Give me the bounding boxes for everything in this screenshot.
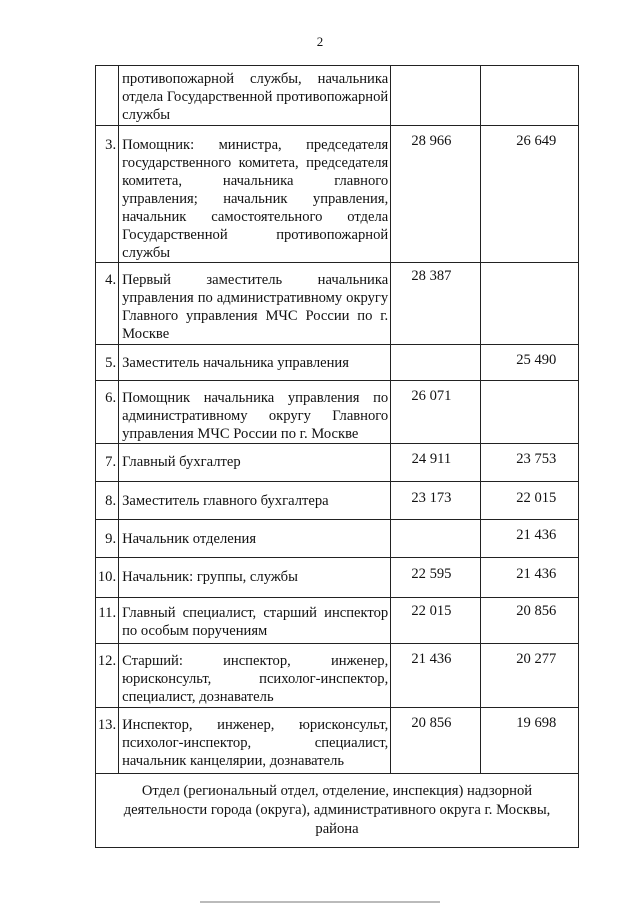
position-name: Заместитель начальника управления (119, 345, 391, 381)
scan-edge-divider (200, 901, 440, 903)
position-name: противопожарной службы, начальника отдела Государственной противопожарной службы (119, 66, 391, 126)
salary-value-2: 25 490 (480, 345, 578, 381)
table-row (96, 126, 579, 263)
salary-value-1: 20 856 (391, 708, 480, 774)
table-row (96, 482, 579, 520)
row-number: 11. (96, 598, 119, 644)
salary-value-2: 22 015 (480, 482, 578, 520)
position-name: Главный бухгалтер (119, 444, 391, 482)
table-row (96, 558, 579, 598)
salary-value-2: 26 649 (480, 126, 578, 263)
table-row (96, 345, 579, 381)
salary-value-1: 21 436 (391, 644, 480, 708)
row-number: 8. (96, 482, 119, 520)
salary-value-2: 21 436 (480, 558, 578, 598)
row-number: 12. (96, 644, 119, 708)
salary-value-2: 19 698 (480, 708, 578, 774)
row-number: 10. (96, 558, 119, 598)
table-row-footer (96, 774, 579, 848)
salary-table (95, 65, 579, 848)
salary-value-1 (391, 66, 480, 126)
table-row (96, 598, 579, 644)
position-name: Начальник: группы, службы (119, 558, 391, 598)
position-name: Инспектор, инженер, юрисконсульт, психолог-инспектор, специалист, начальник канцелярии, дознаватель (119, 708, 391, 774)
position-name: Заместитель главного бухгалтера (119, 482, 391, 520)
salary-value-1 (391, 520, 480, 558)
position-name: Помощник начальника управления по административному округу Главного управления МЧС России по г. Москве (119, 381, 391, 444)
table-row (96, 708, 579, 774)
position-name: Старший: инспектор, инженер, юрисконсульт, психолог-инспектор, специалист, дознаватель (119, 644, 391, 708)
salary-value-1: 22 015 (391, 598, 480, 644)
position-name: Помощник: министра, председателя государственного комитета, председателя комитета, начальника главного управления; начальник управления, начальник самостоятельного отдела Государственной противопожарной службы (119, 126, 391, 263)
salary-value-2: 23 753 (480, 444, 578, 482)
table-row (96, 444, 579, 482)
table-row (96, 520, 579, 558)
salary-value-1: 22 595 (391, 558, 480, 598)
salary-value-1: 26 071 (391, 381, 480, 444)
row-number: 6. (96, 381, 119, 444)
row-number: 5. (96, 345, 119, 381)
section-heading: Отдел (региональный отдел, отделение, инспекция) надзорной деятельности города (округа), административного округа г. Москвы, района (96, 774, 579, 848)
salary-value-1: 24 911 (391, 444, 480, 482)
page-number: 2 (316, 34, 324, 49)
row-number: 7. (96, 444, 119, 482)
salary-value-2 (480, 66, 578, 126)
row-number: 4. (96, 263, 119, 345)
salary-value-2 (480, 263, 578, 345)
salary-value-1 (391, 345, 480, 381)
table-row (96, 381, 579, 444)
table-row (96, 263, 579, 345)
salary-value-2 (480, 381, 578, 444)
table-row (96, 644, 579, 708)
salary-value-2: 20 277 (480, 644, 578, 708)
position-name: Первый заместитель начальника управления по административному округу Главного управления МЧС России по г. Москве (119, 263, 391, 345)
salary-value-2: 21 436 (480, 520, 578, 558)
position-name: Начальник отделения (119, 520, 391, 558)
row-number (96, 66, 119, 126)
position-name: Главный специалист, старший инспектор по особым поручениям (119, 598, 391, 644)
salary-value-1: 23 173 (391, 482, 480, 520)
salary-value-1: 28 387 (391, 263, 480, 345)
row-number: 13. (96, 708, 119, 774)
table-row (96, 66, 579, 126)
row-number: 9. (96, 520, 119, 558)
row-number: 3. (96, 126, 119, 263)
salary-value-1: 28 966 (391, 126, 480, 263)
salary-value-2: 20 856 (480, 598, 578, 644)
